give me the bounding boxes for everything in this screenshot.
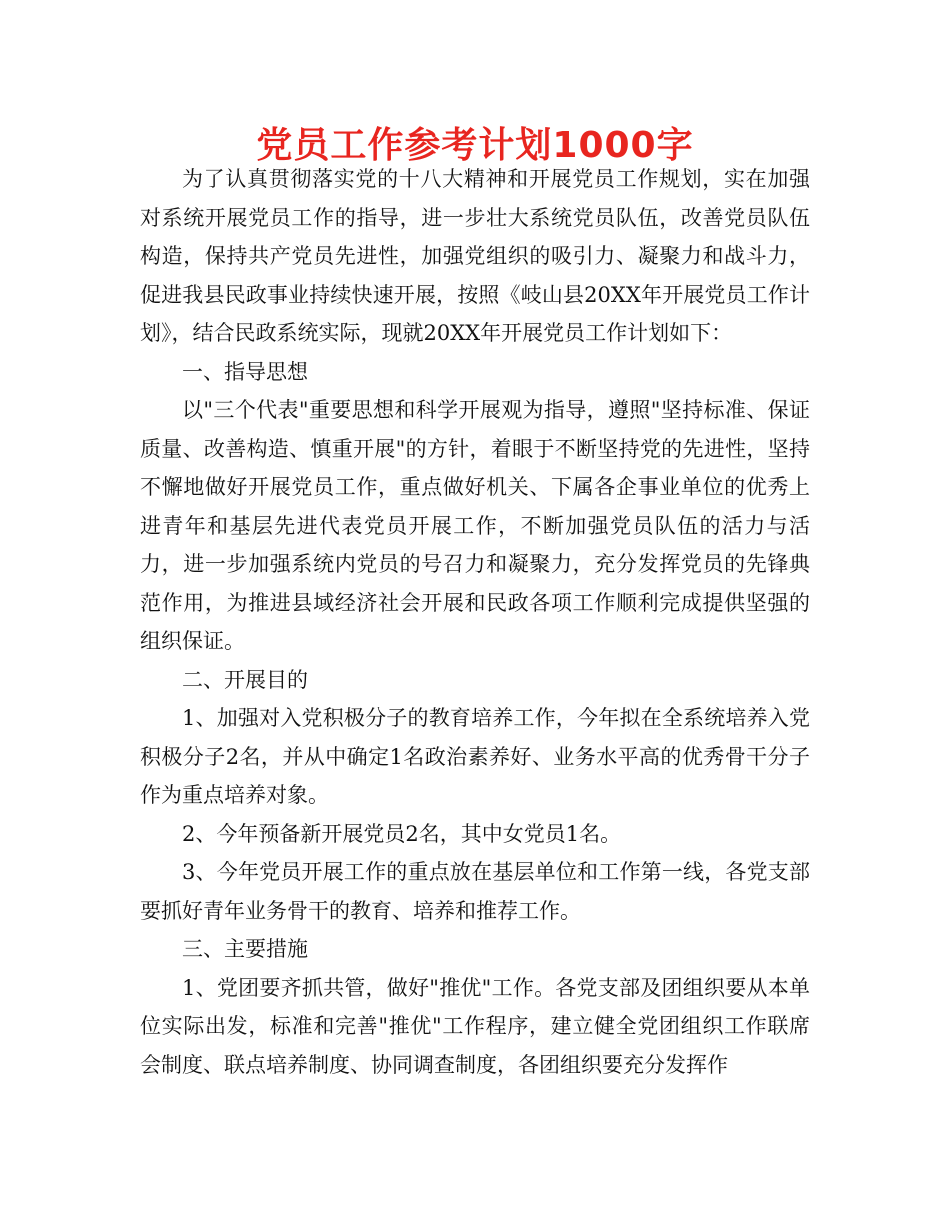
paragraph-goal-1: 1、加强对入党积极分子的教育培养工作，今年拟在全系统培养入党积极分子2名，并从中确定1名政治素养好、业务水平高的优秀骨干分子作为重点培养对象。	[140, 706, 810, 807]
heading-goals: 二、开展目的	[182, 667, 308, 692]
paragraph-intro: 为了认真贯彻落实党的十八大精神和开展党员工作规划，实在加强对系统开展党员工作的指导，进一步壮大系统党员队伍，改善党员队伍构造，保持共产党员先进性，加强党组织的吸引力、凝聚力和战斗力，促进我县民政事业持续快速开展，按照《岐山县20XX年开展党员工作计划》，结合民政系统实际，现就20XX年开展党员工作计划如下：	[140, 167, 810, 345]
paragraph-goal-3: 3、今年党员开展工作的重点放在基层单位和工作第一线，各党支部要抓好青年业务骨干的教育、培养和推荐工作。	[140, 860, 810, 923]
heading-measures: 三、主要措施	[182, 937, 308, 961]
paragraph-guiding-ideology: 以"三个代表"重要思想和科学开展观为指导，遵照"坚持标准、保证质量、改善构造、慎重开展"的方针，着眼于不断坚持党的先进性，坚持不懈地做好开展党员工作，重点做好机关、下属各企事业单位的优秀上进青年和基层先进代表党员开展工作，不断加强党员队伍的活力与活力，进一步加强系统内党员的号召力和凝聚力，充分发挥党员的先锋典范作用，为推进县域经济社会开展和民政各项工作顺利完成提供坚强的组织保证。	[140, 398, 810, 653]
paragraph-measure-1: 1、党团要齐抓共管，做好"推优"工作。各党支部及团组织要从本单位实际出发，标准和完善"推优"工作程序，建立健全党团组织工作联席会制度、联点培养制度、协同调查制度，各团组织要充分发挥作	[140, 975, 810, 1077]
document-body	[140, 160, 810, 1084]
paragraph-goal-2: 2、今年预备新开展党员2名，其中女党员1名。	[182, 821, 622, 846]
document-title: 党员工作参考计划1000字	[256, 125, 694, 166]
heading-guiding-ideology: 一、指导思想	[182, 359, 308, 384]
